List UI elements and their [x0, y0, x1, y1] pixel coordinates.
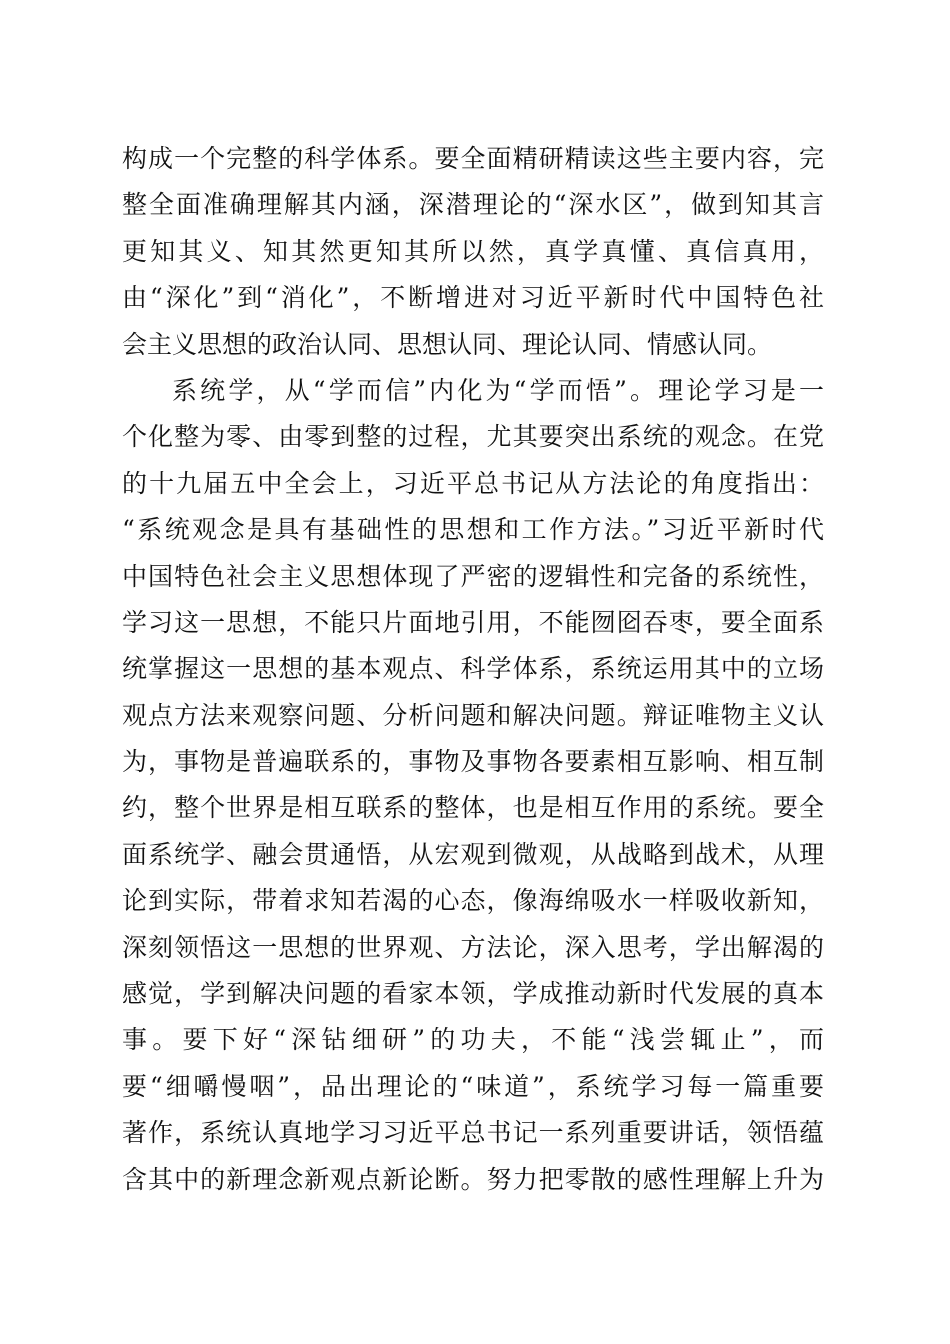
text-line: 更知其义、知其然更知其所以然，真学真懂、真信真用， [122, 236, 824, 266]
text-line: 著作，系统认真地学习习近平总书记一系列重要讲话，领悟蕴 [122, 1118, 824, 1148]
text-line: 感觉，学到解决问题的看家本领，学成推动新时代发展的真本 [122, 979, 824, 1009]
text-line: “系统观念是具有基础性的思想和工作方法。”习近平新时代 [122, 515, 824, 545]
text-line: 观点方法来观察问题、分析问题和解决问题。辩证唯物主义认 [122, 700, 824, 730]
text-line: 要“细嚼慢咽”，品出理论的“味道”，系统学习每一篇重要 [122, 1071, 824, 1101]
text-line: 论到实际，带着求知若渴的心态，像海绵吸水一样吸收新知， [122, 886, 824, 916]
text-line: 含其中的新理念新观点新论断。努力把零散的感性理解上升为 [122, 1164, 824, 1194]
text-line: 的十九届五中全会上，习近平总书记从方法论的角度指出： [122, 468, 824, 498]
text-line: 整全面准确理解其内涵，深潜理论的“深水区”，做到知其言 [122, 190, 824, 220]
text-line: 面系统学、融会贯通悟，从宏观到微观，从战略到战术，从理 [122, 839, 824, 869]
text-line: 个化整为零、由零到整的过程，尤其要突出系统的观念。在党 [122, 422, 824, 452]
text-line: 深刻领悟这一思想的世界观、方法论，深入思考，学出解渴的 [122, 932, 824, 962]
paragraph-end-line: 会主义思想的政治认同、思想认同、理论认同、情感认同。 [122, 329, 773, 359]
text-line: 约，整个世界是相互联系的整体，也是相互作用的系统。要全 [122, 793, 824, 823]
text-line: 由“深化”到“消化”，不断增进对习近平新时代中国特色社 [122, 283, 824, 313]
paragraph-start-line: 系统学，从“学而信”内化为“学而悟”。理论学习是一 [172, 375, 824, 405]
document-body [122, 136, 824, 1203]
text-line: 构成一个完整的科学体系。要全面精研精读这些主要内容，完 [122, 144, 824, 173]
text-line: 为，事物是普遍联系的，事物及事物各要素相互影响、相互制 [122, 747, 824, 777]
text-line: 学习这一思想，不能只片面地引用，不能囫囵吞枣，要全面系 [122, 607, 824, 637]
text-line: 事。要下好“深钻细研”的功夫，不能“浅尝辄止”，而 [122, 1025, 824, 1055]
text-line: 统掌握这一思想的基本观点、科学体系，系统运用其中的立场 [122, 654, 824, 684]
text-line: 中国特色社会主义思想体现了严密的逻辑性和完备的系统性， [122, 561, 824, 591]
